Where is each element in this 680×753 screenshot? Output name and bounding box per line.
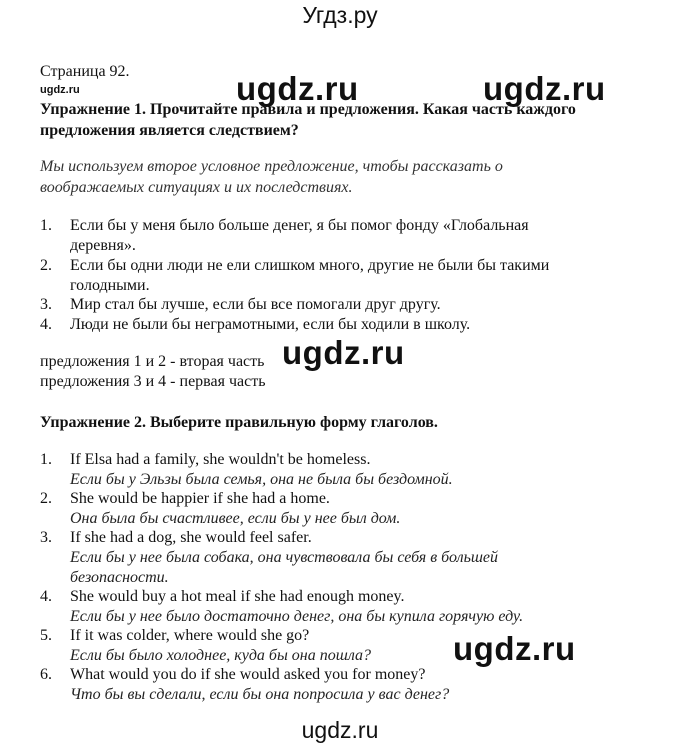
site-header-title: Угдз.ру [302,2,378,28]
list-item-number: 2. [40,490,52,507]
list-item-translation: Если бы было холоднее, куда бы она пошла? [70,647,371,664]
list-item-translation: Если бы у нее было достаточно денег, она бы купила горячую еду. [70,608,524,625]
exercise1-answer-1: предложения 1 и 2 - вторая часть [40,353,265,370]
list-item-translation: Что бы вы сделали, если бы она попросила у вас денег? [70,686,450,703]
list-item-text: What would you do if she would asked you for money? [70,666,426,683]
list-item-number: 4. [40,588,52,605]
list-item-number: 3. [40,296,52,313]
page-label: Страница 92. [40,63,130,80]
list-item-number: 1. [40,217,52,234]
list-item-text: She would buy a hot meal if she had enough money. [70,588,405,605]
exercise1-heading: Упражнение 1. Прочитайте правила и предложения. Какая часть каждого предложения является следствием? [40,101,576,139]
watermark-middle: ugdz.ru [282,334,405,371]
watermark-top-right: ugdz.ru [483,70,606,107]
list-item-text: Мир стал бы лучше, если бы все помогали друг другу. [70,296,441,313]
exercise1-answer-2: предложения 3 и 4 - первая часть [40,373,266,390]
exercise2-heading: Упражнение 2. Выберите правильную форму глаголов. [40,414,438,431]
watermark-lower: ugdz.ru [453,630,576,667]
watermark-top-left: ugdz.ru [236,70,359,107]
list-item-text: She would be happier if she had a home. [70,490,330,507]
list-item-text: Люди не были бы неграмотными, если бы ходили в школу. [70,316,471,333]
list-item-number: 1. [40,451,52,468]
list-item-number: 5. [40,627,52,644]
watermark-small: ugdz.ru [40,84,80,96]
list-item-number: 3. [40,529,52,546]
list-item-number: 2. [40,257,52,274]
list-item-translation: Она была бы счастливее, если бы у нее был дом. [70,510,401,527]
exercise1-rule: Мы используем второе условное предложение, чтобы рассказать о воображаемых ситуациях и их последствиях. [40,158,503,196]
site-footer-title: ugdz.ru [301,717,379,743]
list-item-translation: Если бы у нее была собака, она чувствовала бы себя в большей безопасности. [70,549,499,586]
list-item-translation: Если бы у Эльзы была семья, она не была бы бездомной. [70,471,453,488]
list-item-text: Если бы одни люди не ели слишком много, другие не были бы такими голодными. [70,257,550,294]
list-item-text: If she had a dog, she would feel safer. [70,529,312,546]
list-item-number: 4. [40,316,52,333]
list-item-text: Если бы у меня было больше денег, я бы помог фонду «Глобальная деревня». [70,217,529,254]
list-item-text: If Elsa had a family, she wouldn't be homeless. [70,451,371,468]
list-item-text: If it was colder, where would she go? [70,627,310,644]
list-item-number: 6. [40,666,52,683]
